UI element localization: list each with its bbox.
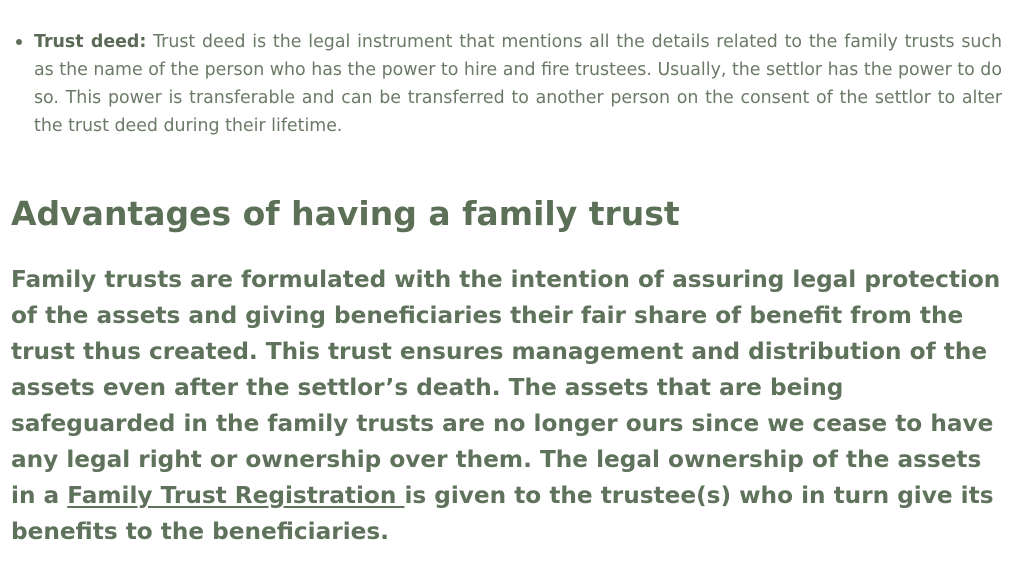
bullet-term: Trust deed: (34, 32, 147, 52)
section-heading: Advantages of having a family trust (11, 194, 680, 233)
bullet-list (12, 28, 1002, 140)
family-trust-registration-link[interactable]: Family Trust Registration (67, 482, 405, 509)
paragraph-text-before-link: Family trusts are formulated with the intention of assuring legal protection of the assets and giving beneficiaries their fair share of benefit from the trust thus created. This trust ensures management and distribution of the assets even after the settlor’s death. The assets that are being safeguarded in the family trusts are no longer ours since we cease to have any legal right or ownership over them. The legal ownership of the assets in a (11, 266, 1001, 509)
bullet-dot-icon (16, 39, 22, 45)
list-item-trust-deed (12, 28, 1002, 140)
bullet-text: Trust deed is the legal instrument that mentions all the details related to the family trusts such as the name of the person who has the power to hire and fire trustees. Usually, the settlor has the power to do so. This power is transferable and can be transferred to another person on the consent of the settlor to alter the trust deed during their lifetime. (34, 32, 1002, 136)
body-paragraph (11, 262, 1001, 550)
paragraph-text-after-link: is given to the trustee(s) who in turn give its benefits to the beneficiaries. (11, 482, 994, 545)
